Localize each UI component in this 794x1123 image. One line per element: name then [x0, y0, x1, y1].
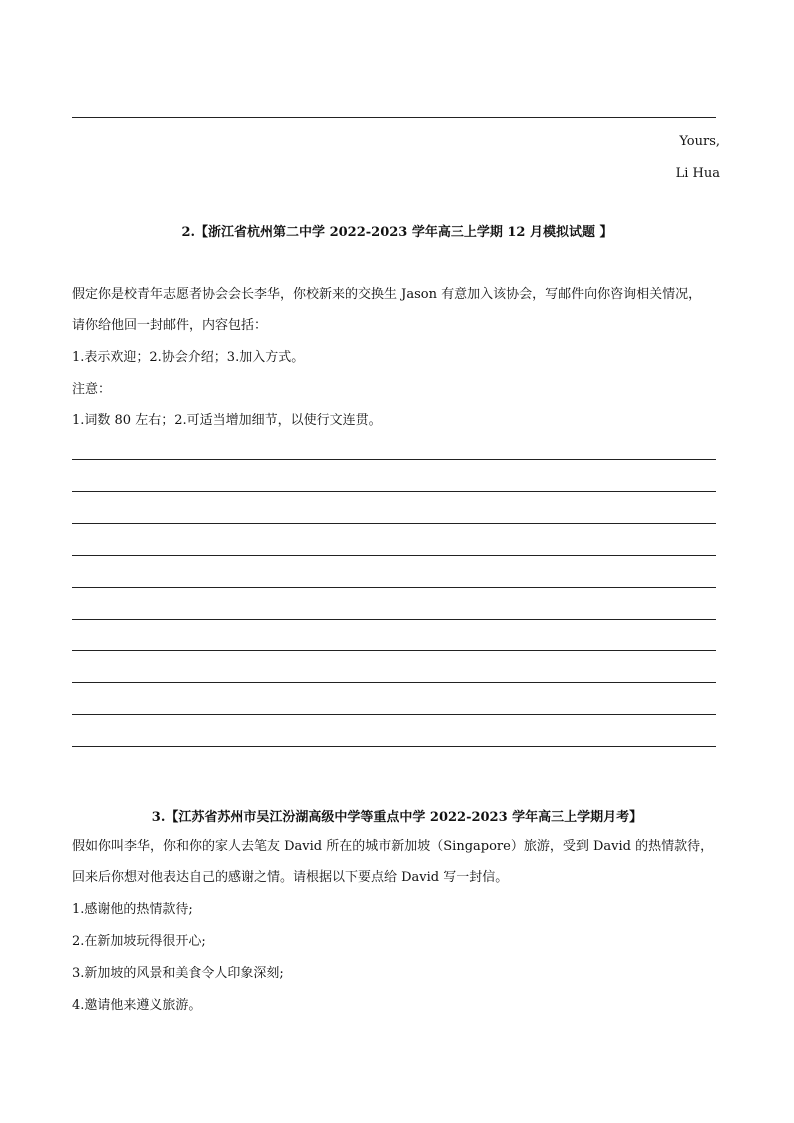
section3-prompt-line2: 回来后你想对他表达自己的感谢之情。请根据以下要点给 David 写一封信。	[72, 870, 509, 885]
writing-line	[72, 491, 716, 492]
section2-prompt-line2: 请你给他回一封邮件，内容包括：	[72, 318, 268, 333]
letter-signature: Li Hua	[675, 166, 720, 181]
writing-line	[72, 459, 716, 460]
section2-prompt-line1: 假定你是校青年志愿者协会会长李华，你校新来的交换生 Jason 有意加入该协会，写邮件向你咨询相关情况，	[72, 287, 702, 302]
section3-heading: 3.【江苏省苏州市吴江汾湖高级中学等重点中学 2022-2023 学年高三上学期月考】	[151, 810, 643, 825]
section3-prompt-line1: 假如你叫李华，你和你的家人去笔友 David 所在的城市新加坡（Singapore）旅游，受到 David 的热情款待，	[72, 839, 714, 854]
writing-line	[72, 682, 716, 683]
section2-heading: 2.【浙江省杭州第二中学 2022-2023 学年高三上学期 12 月模拟试题 】	[181, 225, 613, 240]
writing-line	[72, 619, 716, 620]
section3-point: 1.感谢他的热情款待;	[72, 902, 193, 917]
writing-line	[72, 523, 716, 524]
writing-line	[72, 587, 716, 588]
writing-line	[72, 555, 716, 556]
section3-point: 4.邀请他来遵义旅游。	[72, 998, 202, 1013]
section2-points: 1.表示欢迎；2.协会介绍；3.加入方式。	[72, 350, 305, 365]
section3-point: 3.新加坡的风景和美食令人印象深刻;	[72, 966, 284, 981]
section3-point: 2.在新加坡玩得很开心;	[72, 934, 206, 949]
letter-closing-yours: Yours,	[679, 134, 720, 149]
section2-notes: 1.词数 80 左右；2.可适当增加细节，以使行文连贯。	[72, 413, 382, 428]
writing-line	[72, 746, 716, 747]
section2-notes-label: 注意：	[72, 382, 112, 397]
answer-line-top	[72, 117, 716, 118]
writing-line	[72, 714, 716, 715]
writing-line	[72, 650, 716, 651]
